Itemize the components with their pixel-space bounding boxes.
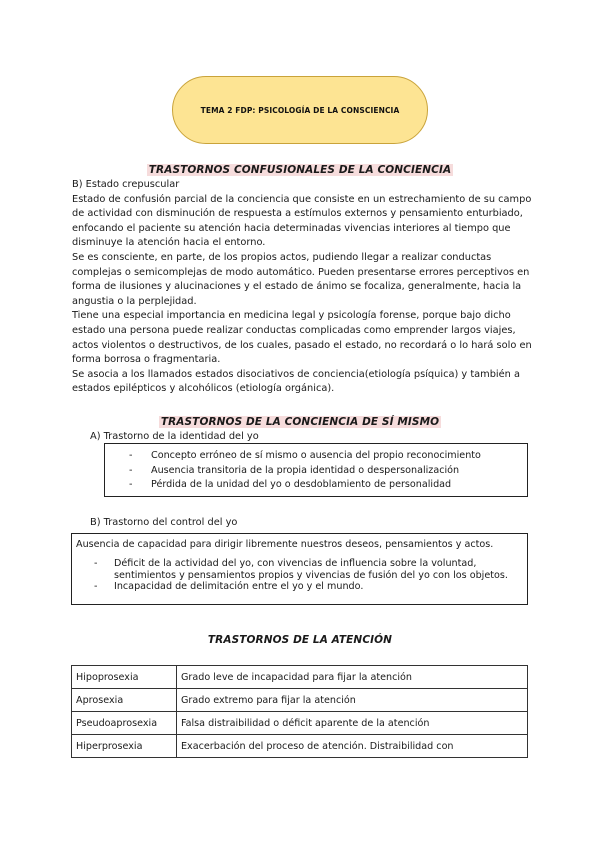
topic-title: TEMA 2 FDP: PSICOLOGÍA DE LA CONSCIENCIA: [200, 105, 400, 115]
identity-disorders-box: [104, 443, 528, 497]
subtitle-estado-crepuscular: B) Estado crepuscular: [72, 179, 180, 190]
table-cell-term: Hipoprosexia: [72, 666, 177, 689]
topic-header-pill: [172, 76, 428, 144]
part-b-label: B) Trastorno del control del yo: [90, 517, 238, 528]
list-item: - Incapacidad de delimitación entre el yo y el mundo.: [94, 581, 527, 593]
table-cell-term: Hiperprosexia: [72, 735, 177, 758]
control-disorders-lead: Ausencia de capacidad para dirigir libremente nuestros deseos, pensamientos y actos.: [76, 539, 494, 550]
section-body-confusionales: [72, 178, 532, 397]
list-item: - Déficit de la actividad del yo, con vivencias de influencia sobre la voluntad, sentimientos y pensamientos propios y vivencias de fusión del yo con los objetos.: [94, 558, 527, 581]
list-item: - Ausencia transitoria de la propia identidad o despersonalización: [129, 464, 527, 479]
table-cell-definition: Grado extremo para fijar la atención: [177, 689, 528, 712]
list-item: - Concepto erróneo de sí mismo o ausencia del propio reconocimiento: [129, 449, 527, 464]
table-cell-definition: Falsa distraibilidad o déficit aparente de la atención: [177, 712, 528, 735]
paragraph: Tiene una especial importancia en medicina legal y psicología forense, porque bajo dicho estado una persona puede realizar conductas complicadas como emprender largos viajes, actos violentos o destructivos, de los cuales, pasado el estado, no recordará o lo hará solo en forma borrosa o fragmentaria.: [72, 310, 532, 366]
section-title-si-mismo: TRASTORNOS DE LA CONCIENCIA DE SÍ MISMO: [160, 416, 440, 428]
table-row: [72, 735, 528, 758]
section-title-atencion: TRASTORNOS DE LA ATENCIÓN: [207, 634, 393, 646]
part-a-label: A) Trastorno de la identidad del yo: [90, 431, 259, 442]
paragraph: Estado de confusión parcial de la conciencia que consiste en un estrechamiento de su campo de actividad con disminución de respuesta a estímulos externos y pensamiento enturbiado, enfocando el paciente su atención hacia determinadas vivencias interiores al tiempo que disminuye la atención hacia el entorno.: [72, 193, 532, 249]
attention-disorders-table: [71, 665, 528, 758]
list-item: - Pérdida de la unidad del yo o desdoblamiento de personalidad: [129, 478, 527, 493]
table-row: [72, 712, 528, 735]
paragraph: Se es consciente, en parte, de los propios actos, pudiendo llegar a realizar conductas complejas o semicomplejas de modo automático. Pueden presentarse errores perceptivos en forma de ilusiones y alucinaciones y el estado de ánimo se focaliza, generalmente, hacia la angustia o la perplejidad.: [72, 251, 530, 307]
table-cell-term: Aprosexia: [72, 689, 177, 712]
control-disorders-list: [76, 558, 527, 593]
table-row: [72, 689, 528, 712]
section-title-confusionales: TRASTORNOS CONFUSIONALES DE LA CONCIENCIA: [148, 164, 452, 176]
paragraph: Se asocia a los llamados estados disociativos de conciencia(etiología psíquica) y también a estados epilépticos y alcohólicos (etiología orgánica).: [72, 368, 520, 395]
table-cell-definition: Exacerbación del proceso de atención. Distraibilidad con: [177, 735, 528, 758]
table-cell-definition: Grado leve de incapacidad para fijar la atención: [177, 666, 528, 689]
identity-disorders-list: [129, 449, 527, 493]
control-disorders-box: [71, 533, 528, 605]
table-row: [72, 666, 528, 689]
table-cell-term: Pseudoaprosexia: [72, 712, 177, 735]
